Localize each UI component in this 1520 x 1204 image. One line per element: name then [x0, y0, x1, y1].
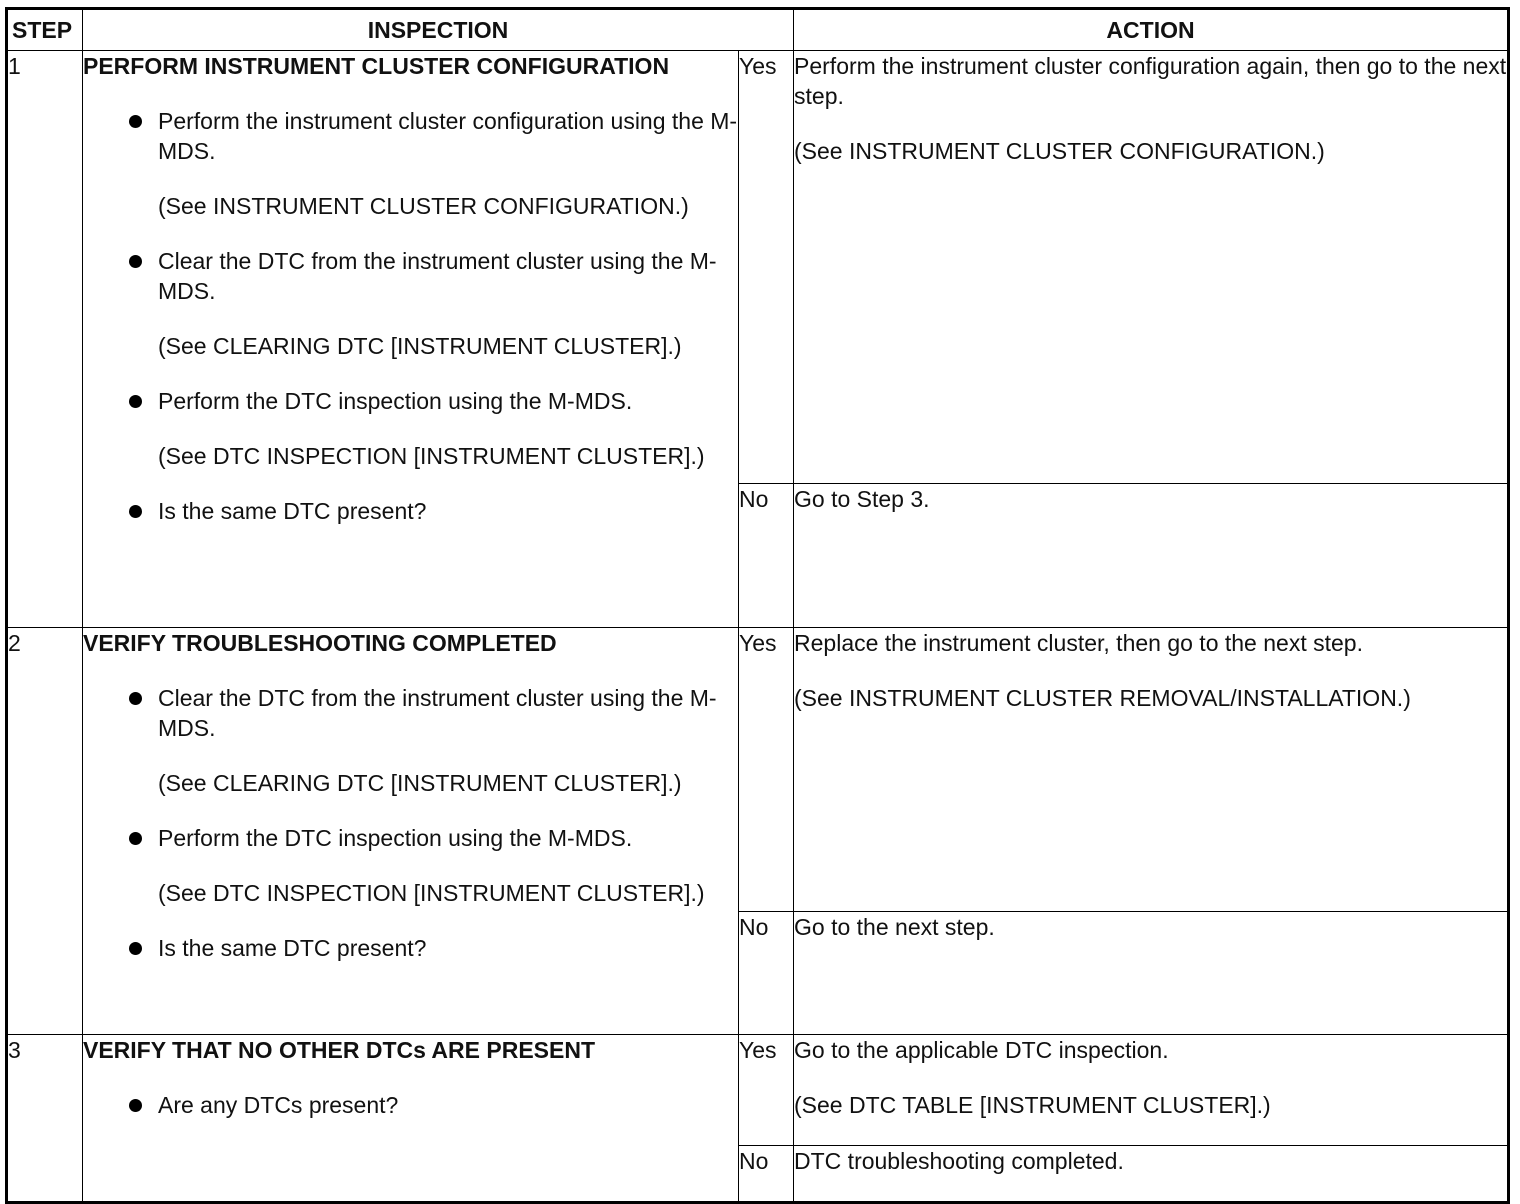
no-label: No — [739, 1146, 794, 1203]
step-number: 3 — [7, 1035, 83, 1203]
reference-link[interactable]: (See DTC INSPECTION [INSTRUMENT CLUSTER].) — [158, 443, 705, 469]
step-header: STEP — [7, 9, 83, 51]
bullet-item: Is the same DTC present? — [83, 496, 738, 526]
step-number: 2 — [7, 628, 83, 1035]
bullet-item: Clear the DTC from the instrument cluster using the M-MDS. — [83, 683, 738, 743]
troubleshooting-table — [5, 7, 1510, 1204]
no-action-cell — [794, 912, 1509, 1035]
yes-label: Yes — [739, 1035, 794, 1146]
no-label: No — [739, 912, 794, 1035]
yes-action-cell — [794, 1035, 1509, 1146]
no-label: No — [739, 484, 794, 628]
reference-link[interactable]: (See INSTRUMENT CLUSTER REMOVAL/INSTALLATION.) — [794, 685, 1411, 711]
yes-action-text: Replace the instrument cluster, then go to the next step. — [794, 630, 1363, 656]
reference-link[interactable]: (See CLEARING DTC [INSTRUMENT CLUSTER].) — [158, 770, 682, 796]
reference-link[interactable]: (See DTC TABLE [INSTRUMENT CLUSTER].) — [794, 1092, 1271, 1118]
bullet-item: Clear the DTC from the instrument cluster using the M-MDS. — [83, 246, 738, 306]
inspection-cell — [83, 628, 739, 1035]
inspection-title: PERFORM INSTRUMENT CLUSTER CONFIGURATION — [83, 53, 670, 79]
yes-action-text: Go to the applicable DTC inspection. — [794, 1037, 1169, 1063]
inspection-title: VERIFY TROUBLESHOOTING COMPLETED — [83, 630, 557, 656]
step-3-yes-row — [7, 1035, 1509, 1146]
bullet-item: Are any DTCs present? — [83, 1090, 738, 1120]
no-action-cell — [794, 1146, 1509, 1203]
yes-action-cell — [794, 628, 1509, 912]
no-action-text: DTC troubleshooting completed. — [794, 1148, 1124, 1174]
reference-link[interactable]: (See CLEARING DTC [INSTRUMENT CLUSTER].) — [158, 333, 682, 359]
inspection-cell — [83, 1035, 739, 1203]
step-1-yes-row — [7, 51, 1509, 484]
reference-link[interactable]: (See DTC INSPECTION [INSTRUMENT CLUSTER].) — [158, 880, 705, 906]
bullet-item: Perform the DTC inspection using the M-MDS. — [83, 386, 738, 416]
no-action-cell — [794, 484, 1509, 628]
no-action-text: Go to Step 3. — [794, 486, 930, 512]
header-row — [7, 9, 1509, 51]
inspection-title: VERIFY THAT NO OTHER DTCs ARE PRESENT — [83, 1037, 596, 1063]
bullet-item: Is the same DTC present? — [83, 933, 738, 963]
action-header: ACTION — [794, 9, 1509, 51]
inspection-cell — [83, 51, 739, 628]
yes-action-text: Perform the instrument cluster configuration again, then go to the next step. — [794, 53, 1507, 109]
bullet-item: Perform the instrument cluster configuration using the M-MDS. — [83, 106, 738, 166]
yes-label: Yes — [739, 51, 794, 484]
reference-link[interactable]: (See INSTRUMENT CLUSTER CONFIGURATION.) — [158, 193, 689, 219]
no-action-text: Go to the next step. — [794, 914, 995, 940]
step-2-yes-row — [7, 628, 1509, 912]
inspection-header: INSPECTION — [83, 9, 794, 51]
bullet-item: Perform the DTC inspection using the M-MDS. — [83, 823, 738, 853]
yes-action-cell — [794, 51, 1509, 484]
reference-link[interactable]: (See INSTRUMENT CLUSTER CONFIGURATION.) — [794, 138, 1325, 164]
yes-label: Yes — [739, 628, 794, 912]
step-number: 1 — [7, 51, 83, 628]
